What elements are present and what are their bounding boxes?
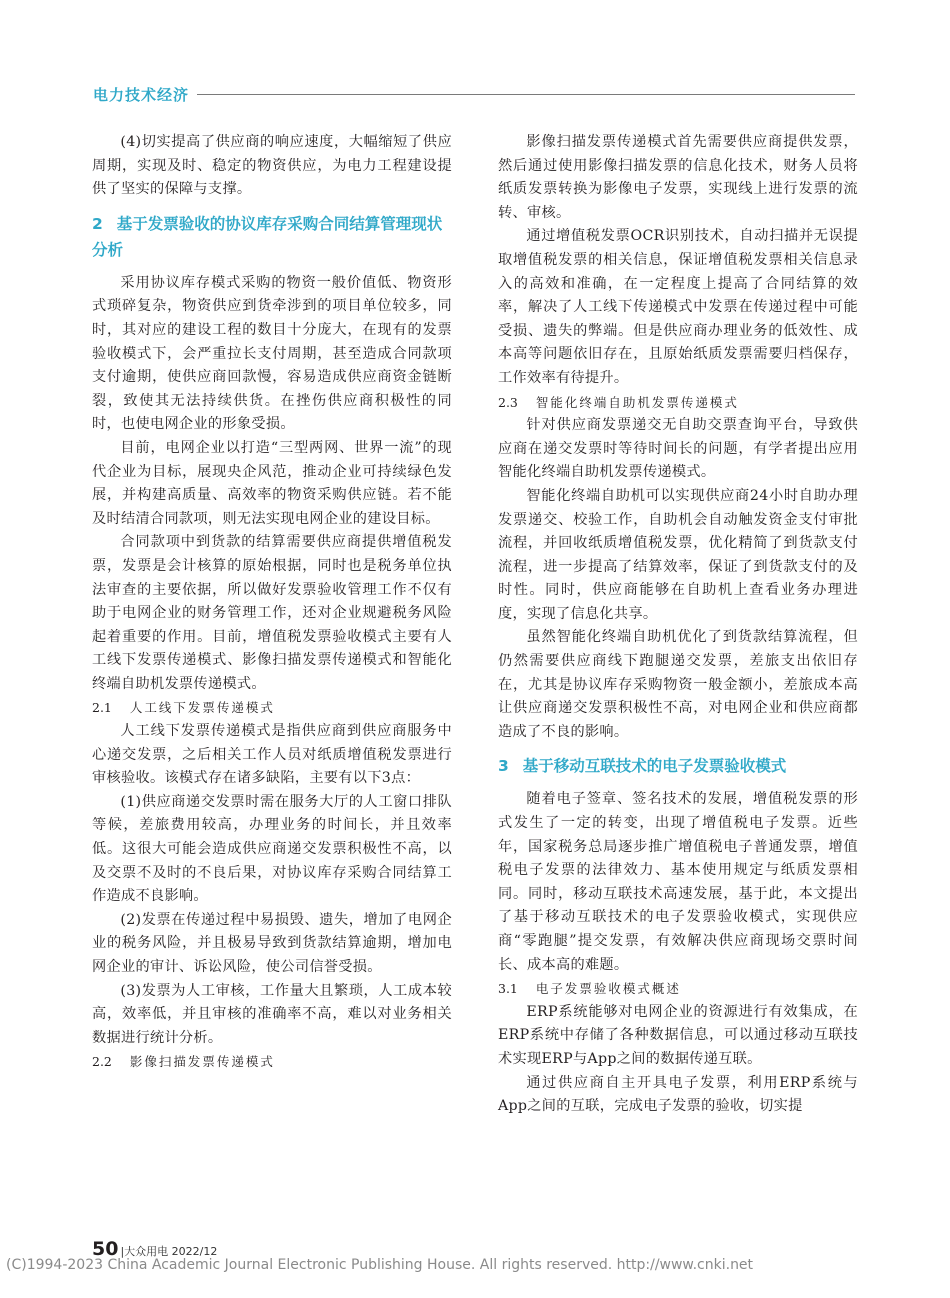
paragraph: (3)发票为人工审核，工作量大且繁琐，人工成本较高，效率低，并且审核的准确率不高，难以对业务相关数据进行统计分析。 bbox=[92, 982, 452, 1046]
right-column bbox=[498, 131, 858, 1119]
paragraph: 针对供应商发票递交无自助交票查询平台，导致供应商在递交发票时等待时间长的问题，有学者提出应用智能化终端自助机发票传递模式。 bbox=[498, 417, 858, 481]
running-header bbox=[93, 80, 855, 110]
subsection-title: 影像扫描发票传递模式 bbox=[129, 1054, 275, 1070]
subsection-title: 智能化终端自助机发票传递模式 bbox=[535, 394, 739, 410]
section-heading-3 bbox=[498, 753, 858, 779]
paragraph: 影像扫描发票传递模式首先需要供应商提供发票，然后通过使用影像扫描发票的信息化技术，财务人员将纸质发票转换为影像电子发票，实现线上进行发票的流转、审核。 bbox=[498, 134, 858, 221]
journal-issue: |大众用电 2022/12 bbox=[120, 1245, 218, 1258]
paragraph: 智能化终端自助机可以实现供应商24小时自助办理发票递交、校验工作，自助机会自动触发资金支付审批流程，并回收纸质增值税发票，优化精简了到货款支付流程，进一步提高了结算效率，保证了到货款支付的及时性。同时，供应商能够在自助机上查看业务办理进度，实现了信息化共享。 bbox=[498, 487, 858, 622]
paragraph: (1)供应商递交发票时需在服务大厅的人工窗口排队等候，差旅费用较高，办理业务的时间长，并且效率低。这很大可能会造成供应商递交发票积极性不高，以及交票不及时的不良后果，对协议库存采购合同结算工作造成不良影响。 bbox=[92, 793, 452, 905]
paragraph: (4)切实提高了供应商的响应速度，大幅缩短了供应周期，实现及时、稳定的物资供应，为电力工程建设提供了坚实的保障与支撑。 bbox=[92, 134, 452, 198]
section-number: 3 bbox=[498, 757, 509, 776]
paragraph: 采用协议库存模式采购的物资一般价值低、物资形式琐碎复杂，物资供应到货牵涉到的项目单位较多，同时，其对应的建设工程的数目十分庞大，在现有的发票验收模式下，会严重拉长支付周期，甚至造成合同款项支付逾期，使供应商回款慢，容易造成供应商资金链断裂，致使其无法持续供货。在挫伤供应商积极性的同时，也使电网企业的形象受损。 bbox=[92, 274, 452, 433]
subsection-number: 2.2 bbox=[92, 1054, 112, 1070]
subsection-heading-2-2 bbox=[92, 1050, 452, 1074]
paragraph: 虽然智能化终端自助机优化了到货款结算流程，但仍然需要供应商线下跑腿递交发票，差旅支出依旧存在，尤其是协议库存采购物资一般金额小，差旅成本高让供应商递交发票积极性不高，对电网企业和供应商都造成了不良的影响。 bbox=[498, 629, 858, 740]
journal-section-title: 电力技术经济 bbox=[93, 86, 190, 104]
left-column bbox=[92, 131, 452, 1074]
paragraph: 随着电子签章、签名技术的发展，增值税发票的形式发生了一定的转变，出现了增值税电子发票。近些年，国家税务总局逐步推广增值税电子普通发票，增值税电子发票的法律效力、基本使用规定与纸质发票相同。同时，移动互联技术高速发展，基于此，本文提出了基于移动互联技术的电子发票验收模式，实现供应商“零跑腿”提交发票，有效解决供应商现场交票时间长、成本高的难题。 bbox=[498, 791, 858, 973]
page-number: 50 bbox=[92, 1238, 119, 1260]
header-rule bbox=[197, 94, 855, 95]
copyright-watermark: (C)1994-2023 China Academic Journal Electronic Publishing House. All rights reserved. http://www.cnki.net bbox=[6, 1257, 754, 1273]
subsection-heading-3-1 bbox=[498, 977, 858, 1001]
paragraph: 目前，电网企业以打造“三型两网、世界一流”的现代企业为目标，展现央企风范，推动企业可持续绿色发展，并构建高质量、高效率的物资采购供应链。若不能及时结清合同款项，则无法实现电网企业的建设目标。 bbox=[92, 439, 452, 527]
paragraph: 合同款项中到货款的结算需要供应商提供增值税发票，发票是会计核算的原始根据，同时也是税务单位执法审查的主要依据，所以做好发票验收管理工作不仅有助于电网企业的财务管理工作，还对企业规避税务风险起着重要的作用。目前，增值税发票验收模式主要有人工线下发票传递模式、影像扫描发票传递模式和智能化终端自助机发票传递模式。 bbox=[92, 534, 452, 692]
subsection-number: 3.1 bbox=[498, 981, 518, 997]
subsection-title: 电子发票验收模式概述 bbox=[535, 981, 681, 997]
paragraph: 通过供应商自主开具电子发票，利用ERP系统与App之间的互联，完成电子发票的验收，切实提 bbox=[498, 1074, 858, 1115]
subsection-number: 2.3 bbox=[498, 394, 518, 410]
paragraph: 人工线下发票传递模式是指供应商到供应商服务中心递交发票，之后相关工作人员对纸质增值税发票进行审核验收。该模式存在诸多缺陷，主要有以下3点： bbox=[92, 723, 452, 787]
section-number: 2 bbox=[92, 214, 103, 233]
subsection-title: 人工线下发票传递模式 bbox=[129, 700, 275, 716]
paragraph: 通过增值税发票OCR识别技术，自动扫描并无误提取增值税发票的相关信息，保证增值税发票相关信息录入的高效和准确，在一定程度上提高了合同结算的效率，解决了人工线下传递模式中发票在传递过程中可能受损、遗失的弊端。但是供应商办理业务的低效性、成本高等问题依旧存在，且原始纸质发票需要归档保存，工作效率有待提升。 bbox=[498, 228, 858, 386]
subsection-heading-2-3 bbox=[498, 391, 858, 415]
section-heading-2 bbox=[92, 211, 452, 263]
section-title: 基于移动互联技术的电子发票验收模式 bbox=[522, 757, 787, 776]
paragraph: (2)发票在传递过程中易损毁、遗失，增加了电网企业的税务风险，并且极易导致到货款结算逾期，增加电网企业的审计、诉讼风险，使公司信誉受损。 bbox=[92, 911, 452, 975]
subsection-number: 2.1 bbox=[92, 700, 112, 716]
subsection-heading-2-1 bbox=[92, 696, 452, 720]
paragraph: ERP系统能够对电网企业的资源进行有效集成，在ERP系统中存储了各种数据信息，可以通过移动互联技术实现ERP与App之间的数据传递互联。 bbox=[498, 1003, 858, 1067]
section-title: 基于发票验收的协议库存采购合同结算管理现状分析 bbox=[92, 214, 443, 259]
